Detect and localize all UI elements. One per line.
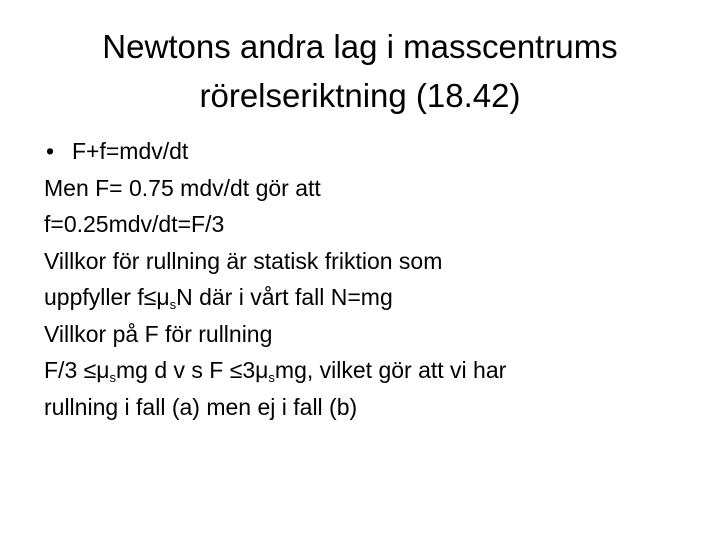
text-line-force: Men F= 0.75 mdv/dt gör att <box>44 174 321 201</box>
bullet-icon: • <box>46 138 55 164</box>
text-segment: N där i vårt fall N=mg <box>176 284 393 310</box>
slide-title <box>36 22 684 120</box>
text-line-static-friction <box>44 279 704 316</box>
equation-newton: F+f=mdv/dt <box>72 138 189 164</box>
text-line-conclusion: rullning i fall (a) men ej i fall (b) <box>44 393 358 420</box>
subscript-s: s <box>169 297 177 312</box>
slide-title-line-2: rörelseriktning (18.42) <box>199 77 521 114</box>
text-segment: mg d v s F ≤3μ <box>116 357 269 383</box>
text-line-inequality <box>44 352 704 389</box>
text-segment: mg, vilket gör att vi har <box>274 357 507 383</box>
text-line-rolling-condition: Villkor för rullning är statisk friktion som <box>44 247 443 274</box>
text-segment: F/3 ≤μ <box>44 357 110 383</box>
subscript-s: s <box>109 370 116 385</box>
subscript-s: s <box>268 370 275 385</box>
text-segment: uppfyller f≤μ <box>44 284 170 310</box>
slide-body <box>44 133 704 425</box>
text-line-friction: f=0.25mdv/dt=F/3 <box>44 211 225 237</box>
slide-title-line-1: Newtons andra lag i masscentrums <box>102 28 618 65</box>
bullet-item <box>44 133 704 170</box>
text-line-condition-on-f: Villkor på F för rullning <box>44 320 273 347</box>
